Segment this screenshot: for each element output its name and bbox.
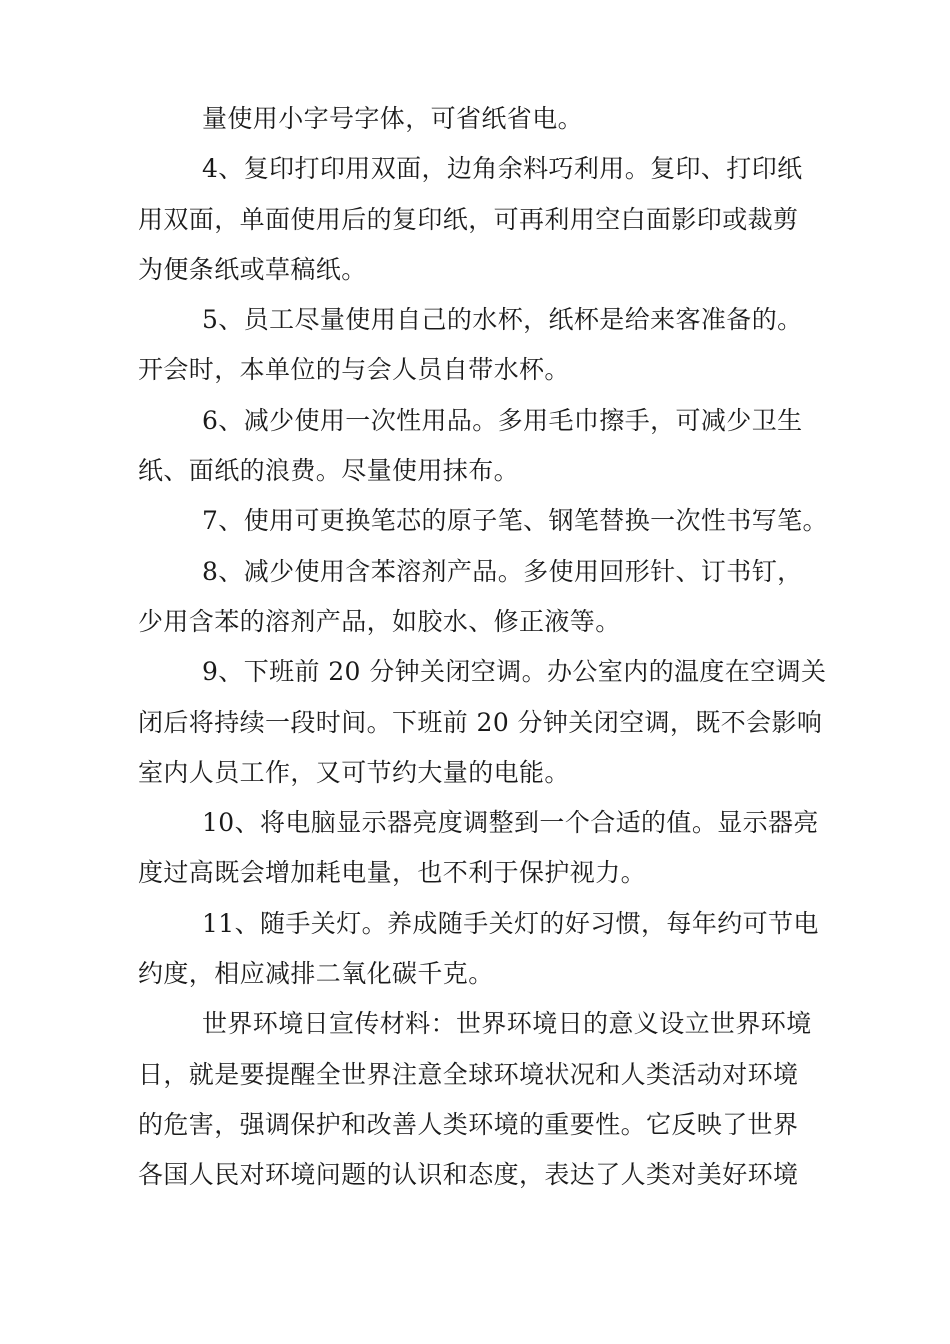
- text-line: 11、随手关灯。养成随手关灯的好习惯，每年约可节电: [202, 908, 819, 938]
- text-line: 各国人民对环境问题的认识和态度，表达了人类对美好环境: [138, 1160, 799, 1190]
- text-line: 闭后将持续一段时间。下班前 20 分钟关闭空调，既不会影响: [138, 707, 823, 737]
- text-line: 的危害，强调保护和改善人类环境的重要性。它反映了世界: [138, 1109, 799, 1139]
- text-line: 开会时，本单位的与会人员自带水杯。: [138, 355, 570, 385]
- text-line: 6、减少使用一次性用品。多用毛巾擦手，可减少卫生: [202, 405, 803, 435]
- text-line: 4、复印打印用双面，边角余料巧利用。复印、打印纸: [202, 154, 803, 184]
- text-line: 10、将电脑显示器亮度调整到一个合适的值。显示器亮: [202, 808, 819, 838]
- text-line: 为便条纸或草稿纸。: [138, 254, 367, 284]
- text-line: 约度，相应减排二氧化碳千克。: [138, 959, 494, 989]
- body-text: [138, 94, 828, 1201]
- text-line: 日，就是要提醒全世界注意全球环境状况和人类活动对环境: [138, 1059, 799, 1089]
- text-line: 世界环境日宣传材料：世界环境日的意义设立世界环境: [202, 1009, 812, 1039]
- text-line: 纸、面纸的浪费。尽量使用抹布。: [138, 456, 520, 486]
- text-line: 度过高既会增加耗电量，也不利于保护视力。: [138, 858, 647, 888]
- text-line: 室内人员工作，又可节约大量的电能。: [138, 757, 570, 787]
- text-line: 9、下班前 20 分钟关闭空调。办公室内的温度在空调关: [202, 657, 827, 687]
- text-line: 少用含苯的溶剂产品，如胶水、修正液等。: [138, 606, 621, 636]
- text-line: 用双面，单面使用后的复印纸，可再利用空白面影印或裁剪: [138, 204, 799, 234]
- text-line: 8、减少使用含苯溶剂产品。多使用回形针、订书钉，: [202, 556, 803, 586]
- text-line: 7、使用可更换笔芯的原子笔、钢笔替换一次性书写笔。: [202, 506, 828, 536]
- text-line: 5、员工尽量使用自己的水杯，纸杯是给来客准备的。: [202, 305, 803, 335]
- text-line: 量使用小字号字体，可省纸省电。: [202, 104, 584, 133]
